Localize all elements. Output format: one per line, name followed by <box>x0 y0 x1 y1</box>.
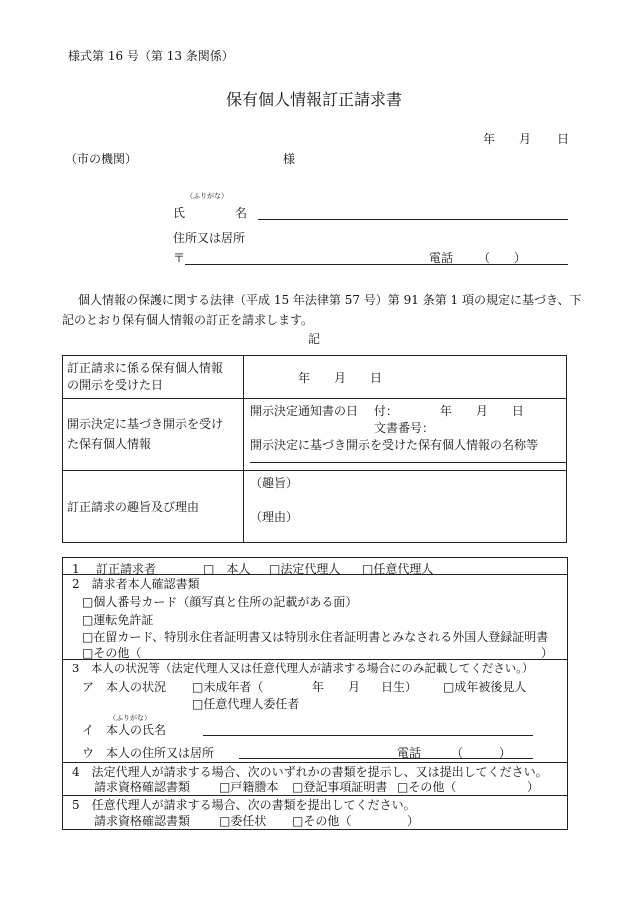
row2-info-name-field[interactable] <box>250 462 566 463</box>
row2-info-name-label: 開示決定に基づき開示を受けた保有個人情報の名称等 <box>250 438 539 452</box>
row2-document-number: 文書番号： <box>374 421 435 435</box>
page-title: 保有個人情報訂正請求書 <box>226 90 403 109</box>
divider-4 <box>63 795 567 796</box>
row1-value-cell[interactable] <box>244 356 567 399</box>
s3-i-furigana: （ふりがな） <box>109 714 151 722</box>
s1-number: 1 <box>72 562 80 576</box>
s2-opt-other-close: ） <box>541 646 554 660</box>
s5-label: 請求資格確認書類 <box>94 814 191 828</box>
correction-table <box>62 355 567 543</box>
row3-label-cell <box>63 471 244 543</box>
s2-opt-residence[interactable]: □在留カード、特別永住者証明書又は特別永住者証明書とみなされる外国人登録証明書 <box>82 630 549 644</box>
s2-opt-license[interactable]: □運転免許証 <box>82 613 154 627</box>
row3-purpose-label: （趣旨） <box>250 476 299 490</box>
applicant-phone-paren: （ ） <box>478 251 527 265</box>
row2-label-line-2: た保有個人情報 <box>67 437 152 451</box>
s4-opt-other[interactable]: □その他（ <box>397 780 457 794</box>
applicant-name-label-2: 名 <box>235 206 248 220</box>
divider-3 <box>63 762 567 763</box>
applicant-name-field[interactable] <box>258 219 568 220</box>
s2-heading: 2 請求者本人確認書類 <box>72 577 200 591</box>
s1-opt-legal-rep[interactable]: □法定代理人 <box>269 562 341 576</box>
s3-a-opt-principal[interactable]: □任意代理人委任者 <box>192 697 300 711</box>
s5-heading: 5 任意代理人が請求する場合、次の書類を提出してください。 <box>72 798 416 812</box>
s3-u-phone-paren: （ ） <box>451 746 512 760</box>
row1-label-cell <box>63 356 244 399</box>
s3-i-name-field[interactable] <box>203 735 533 736</box>
s5-opt-power-of-attorney[interactable]: □委任状 <box>219 814 267 828</box>
s3-a-label: ア 本人の状況 <box>82 680 167 694</box>
applicant-phone-label: 電話 <box>429 251 454 265</box>
s3-a-opt-adult-ward[interactable]: □成年被後見人 <box>443 680 527 694</box>
s3-a-month: 月 <box>348 680 361 694</box>
divider-2 <box>63 659 567 660</box>
applicant-postal-mark: 〒 <box>173 251 186 265</box>
s5-opt-other[interactable]: □その他（ <box>292 814 352 828</box>
s3-i-label: イ 本人の氏名 <box>82 723 167 737</box>
s3-a-born: 日生） <box>381 680 418 694</box>
s2-opt-other[interactable]: □その他（ <box>82 646 142 660</box>
addressee-honorific: 様 <box>283 152 296 166</box>
divider-1 <box>63 574 567 575</box>
s1-opt-voluntary-rep[interactable]: □任意代理人 <box>362 562 434 576</box>
body-text-line-2: 記のとおり保有個人情報の訂正を請求します。 <box>62 313 314 327</box>
s3-u-phone-label: 電話 <box>397 746 422 760</box>
row2-label-cell <box>63 399 244 471</box>
requester-section-box <box>62 557 568 830</box>
row1-date-value: 年 月 日 <box>298 371 383 385</box>
date-month-label: 月 <box>519 132 532 146</box>
row2-notice-date: 開示決定通知書の日 付： 年 月 日 <box>250 404 524 418</box>
s5-opt-other-close: ） <box>407 814 420 828</box>
s1-label: 訂正請求者 <box>96 562 157 576</box>
applicant-name-label-1: 氏 <box>173 206 186 220</box>
s4-heading: 4 法定代理人が請求する場合、次のいずれかの書類を提示し、又は提出してください。 <box>72 765 548 779</box>
addressee-org: （市の機関） <box>65 152 138 166</box>
s2-opt-mynumber[interactable]: □個人番号カード（顔写真と住所の記載がある面） <box>82 595 358 609</box>
ki-label: 記 <box>308 332 321 346</box>
applicant-furigana-label: （ふりがな） <box>186 192 228 200</box>
row2-label-line-1: 開示決定に基づき開示を受け <box>67 417 224 431</box>
s4-opt-family-register[interactable]: □戸籍謄本 <box>219 780 279 794</box>
form-number: 様式第 16 号（第 13 条関係） <box>68 49 234 63</box>
row3-value-cell[interactable] <box>244 471 567 543</box>
row3-label: 訂正請求の趣旨及び理由 <box>67 500 200 514</box>
date-day-label: 日 <box>557 132 570 146</box>
s4-label: 請求資格確認書類 <box>94 780 191 794</box>
row2-value-cell[interactable] <box>244 399 567 471</box>
date-year-label: 年 <box>483 132 496 146</box>
row1-label-line-1: 訂正請求に係る保有個人情報 <box>67 361 224 375</box>
s3-heading: 3 本人の状況等（法定代理人又は任意代理人が請求する場合にのみ記載してください。） <box>72 661 534 675</box>
applicant-address-label: 住所又は居所 <box>173 231 246 245</box>
s3-a-year: 年 <box>312 680 325 694</box>
s3-u-label: ウ 本人の住所又は居所 <box>82 746 215 760</box>
row3-reason-label: （理由） <box>250 510 299 524</box>
s4-opt-registry-cert[interactable]: □登記事項証明書 <box>292 780 388 794</box>
s3-a-opt-minor[interactable]: □未成年者（ <box>192 680 264 694</box>
body-text-line-1: 個人情報の保護に関する法律（平成 15 年法律第 57 号）第 91 条第 1 項の規定に基づき、下 <box>78 293 582 307</box>
row1-label-line-2: の開示を受けた日 <box>67 378 164 392</box>
s4-opt-other-close: ） <box>527 780 540 794</box>
s1-opt-self[interactable]: □ 本人 <box>203 562 251 576</box>
